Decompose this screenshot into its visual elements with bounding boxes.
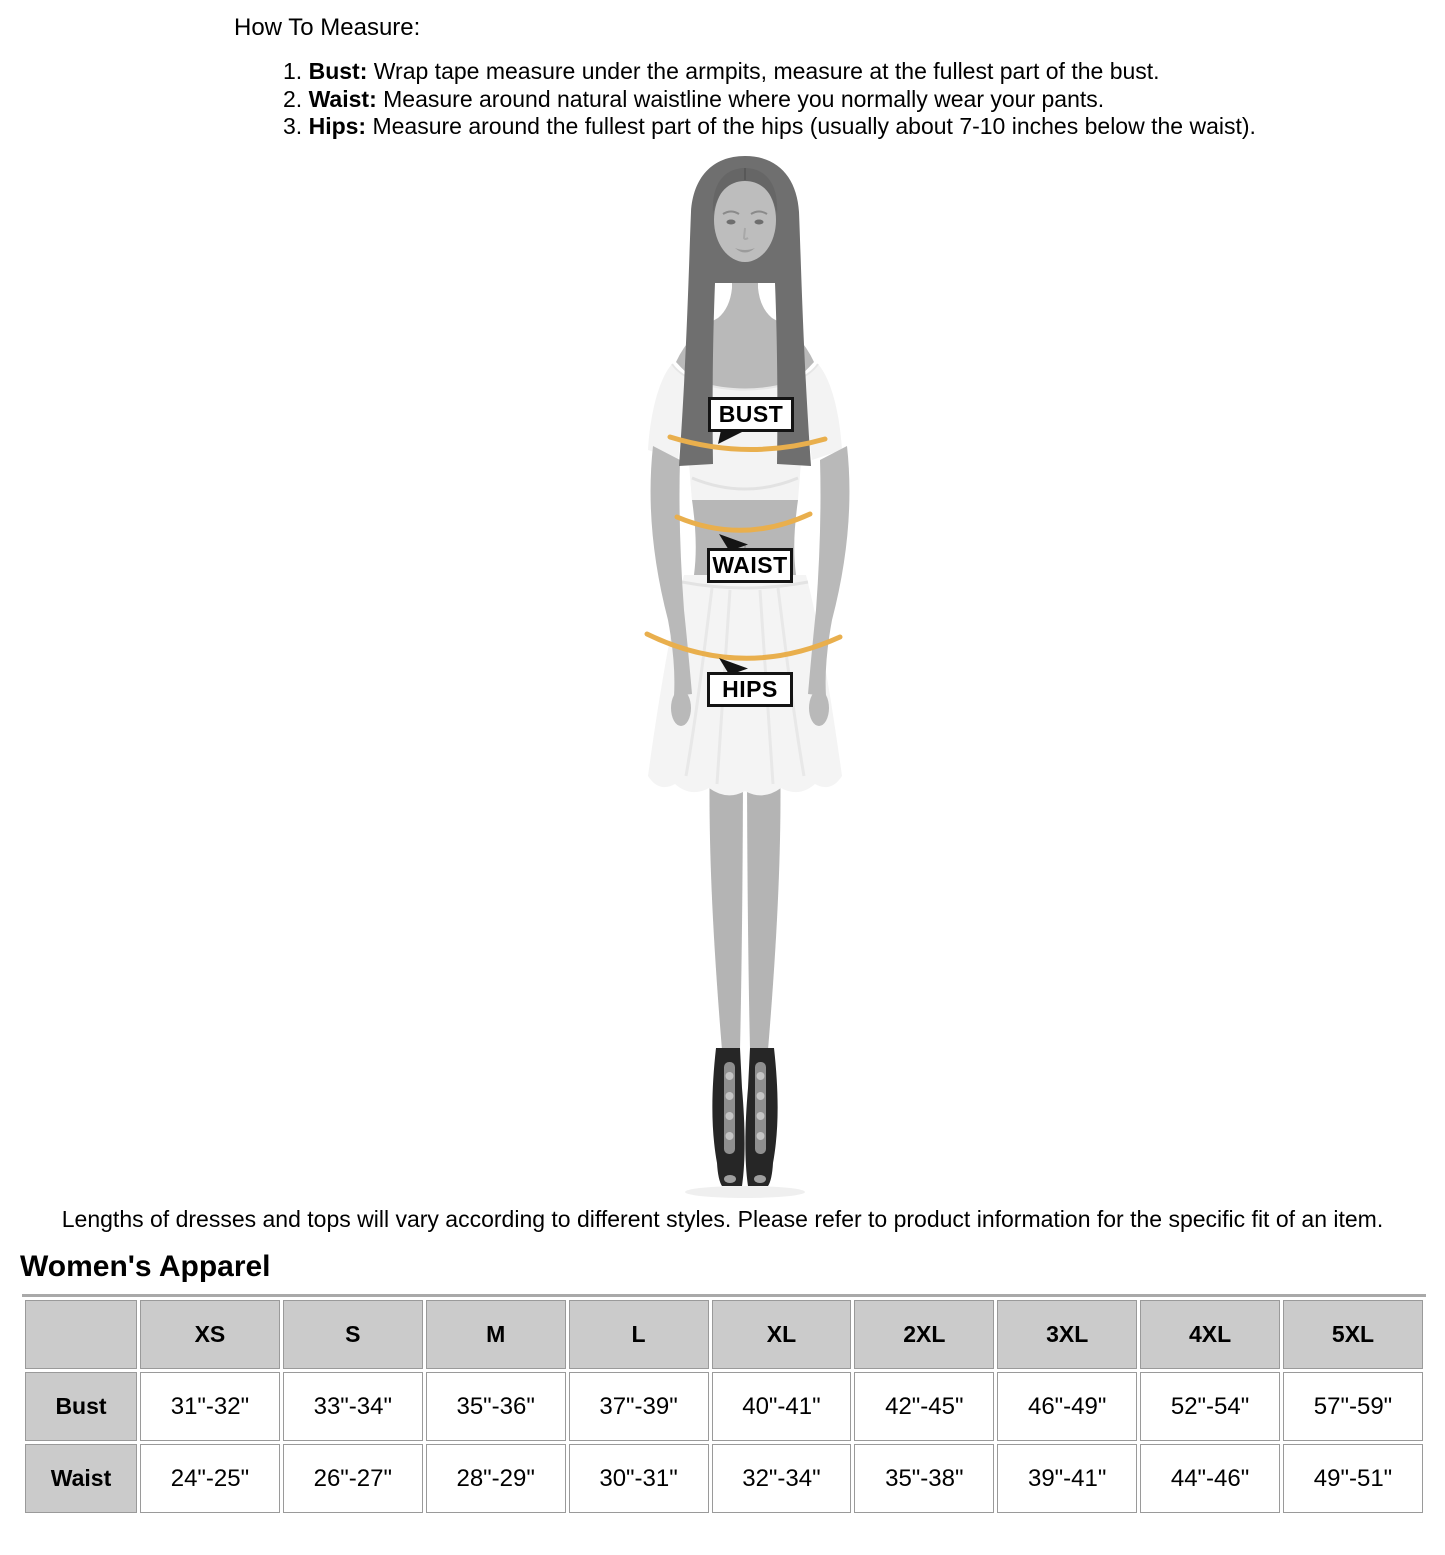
waist-value-5xl: 49"-51" <box>1283 1444 1423 1513</box>
bust-value-5xl: 57"-59" <box>1283 1372 1423 1441</box>
floor-shadow <box>685 1186 805 1198</box>
how-to-measure-title: How To Measure: <box>234 14 421 41</box>
step-text: Measure around the fullest part of the hips (usually about 7-10 inches below the waist). <box>372 113 1256 139</box>
waist-value-4xl: 44"-46" <box>1140 1444 1280 1513</box>
bust-callout <box>708 397 794 432</box>
bust-value-4xl: 52"-54" <box>1140 1372 1280 1441</box>
bust-value-l: 37"-39" <box>569 1372 709 1441</box>
size-col-header-m: M <box>426 1300 566 1369</box>
fit-disclaimer: Lengths of dresses and tops will vary according to different styles. Please refer to product information for the specific fit of an item. <box>61 1206 1384 1232</box>
size-col-header-3xl: 3XL <box>997 1300 1137 1369</box>
section-title: Women's Apparel <box>20 1250 271 1283</box>
size-header-row <box>25 1300 1423 1369</box>
size-col-header-xs: XS <box>140 1300 280 1369</box>
measurement-figure <box>580 148 920 1200</box>
step-text: Wrap tape measure under the armpits, measure at the fullest part of the bust. <box>373 58 1160 84</box>
measure-step-bust <box>283 58 1256 86</box>
hips-callout-text: HIPS <box>722 676 778 702</box>
model-shoes <box>712 1048 777 1186</box>
bust-value-2xl: 42"-45" <box>854 1372 994 1441</box>
step-label: Bust: <box>308 58 368 84</box>
model-face <box>713 168 777 262</box>
waist-row-header: Waist <box>25 1444 137 1513</box>
bust-row <box>25 1372 1423 1441</box>
waist-value-m: 28"-29" <box>426 1444 566 1513</box>
waist-callout <box>707 548 793 583</box>
size-col-header-5xl: 5XL <box>1283 1300 1423 1369</box>
size-col-header-s: S <box>283 1300 423 1369</box>
size-col-header-2xl: 2XL <box>854 1300 994 1369</box>
size-col-header-l: L <box>569 1300 709 1369</box>
size-col-header-xl: XL <box>712 1300 852 1369</box>
waist-value-xl: 32"-34" <box>712 1444 852 1513</box>
waist-callout-text: WAIST <box>712 552 788 578</box>
size-col-header-4xl: 4XL <box>1140 1300 1280 1369</box>
waist-value-xs: 24"-25" <box>140 1444 280 1513</box>
step-number: 2. <box>283 85 303 112</box>
measure-step-waist <box>283 86 1256 114</box>
step-number: 1. <box>283 58 303 84</box>
size-chart-table <box>22 1294 1426 1516</box>
step-number: 3. <box>283 113 303 139</box>
step-label: Hips: <box>308 113 367 139</box>
hips-callout <box>707 672 793 707</box>
waist-value-s: 26"-27" <box>283 1444 423 1513</box>
waist-value-3xl: 39"-41" <box>997 1444 1137 1513</box>
bust-row-header: Bust <box>25 1372 137 1441</box>
bust-value-m: 35"-36" <box>426 1372 566 1441</box>
step-label: Waist: <box>308 85 377 112</box>
bust-value-3xl: 46"-49" <box>997 1372 1137 1441</box>
bust-callout-text: BUST <box>718 401 784 427</box>
step-text: Measure around natural waistline where you normally wear your pants. <box>383 85 1105 112</box>
measure-step-hips <box>283 113 1256 141</box>
corner-cell <box>25 1300 137 1369</box>
waist-value-2xl: 35"-38" <box>854 1444 994 1513</box>
waist-value-l: 30"-31" <box>569 1444 709 1513</box>
waist-row <box>25 1444 1423 1513</box>
bust-value-xl: 40"-41" <box>712 1372 852 1441</box>
bust-value-xs: 31"-32" <box>140 1372 280 1441</box>
bust-value-s: 33"-34" <box>283 1372 423 1441</box>
measure-steps-list <box>283 58 1256 141</box>
